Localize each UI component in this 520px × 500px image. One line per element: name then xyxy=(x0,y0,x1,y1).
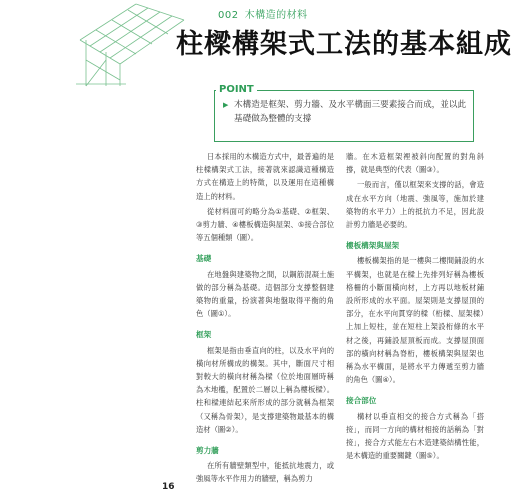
chapter-number: 002 xyxy=(218,10,239,21)
chapter-heading xyxy=(218,6,308,21)
left-column xyxy=(196,150,334,488)
heading-shear-wall: 剪力牆 xyxy=(196,446,219,456)
foundation-paragraph: 在地盤與建築物之間，以鋼筋混凝土施做的部分稱為基礎。這個部分支撐整個建築物的重量，扮演著與地盤取得平衡的角色（圖①）。 xyxy=(196,269,334,319)
heading-foundation: 基礎 xyxy=(196,254,212,264)
floor-roof-paragraph: 樓板構架指的是一樓與二樓間鋪設的水平構架，也就是在樑上先排列好稱為樓板格柵的小斷面橫向材，上方再以地板材鋪設所形成的水平面。屋架則是支撐屋頂的部分，在水平向貫穿的樑（桁樑、屋架樑）上加上短柱，並在短柱上架設桁條的水平材之後，再鋪設屋頂板而成。支撐屋頂面部的橫向材稱為脊桁，樓板構架與屋架也稱為水平構面，是將水平力傳遞至剪力牆的角色（圖④）。 xyxy=(346,256,484,385)
intro-paragraph-2: 從材料面可約略分為①基礎、②框架、③剪力牆、④樓板構造與屋架、⑤接合部位等五個種類（圖）。 xyxy=(196,206,334,243)
point-label: POINT xyxy=(216,84,257,95)
heading-joint: 接合部位 xyxy=(346,396,377,406)
heading-frame: 框架 xyxy=(196,330,212,340)
right-column xyxy=(346,150,484,464)
intro-paragraph-1: 日本採用的木構造方式中，最普遍的是柱樑構架式工法，接著就來認識這種構造方式在構造上的特徵，以及運用在這種構造上的材料。 xyxy=(196,152,334,201)
heading-floor-roof: 樓板構架與屋架 xyxy=(346,241,400,251)
page-number: 16 xyxy=(162,482,175,492)
frame-paragraph: 框架是指由垂直向的柱，以及水平向的橫向材所構成的構架。其中，斷面尺寸相對較大的橫向材稱為樑（位於地面層時稱為木地檻，配置於二層以上稱為樓板樑）。柱和樑連結起來所形成的部分就稱為框架（又稱為骨架），是支撐建築物最基本的構造材（圖②）。 xyxy=(196,345,334,434)
page xyxy=(76,0,512,500)
joint-paragraph: 構材以垂直相交的接合方式稱為「搭接」，而同一方向的構材相接的話稱為「對接」，接合方式能左右木造建築結構性能，是木構造的重要關鍵（圖⑤）。 xyxy=(346,411,484,461)
triangle-bullet-icon: ▶ xyxy=(223,101,229,109)
shear-wall-continued: 牆。在木造框架裡被斜向配置的對角斜撐，就是典型的代表（圖③）。 xyxy=(346,152,484,175)
point-text: 木構造是框架、剪力牆、及水平構面三要素接合而成，並以此基礎做為整體的支撐 xyxy=(234,100,467,124)
chapter-label: 木構造的材料 xyxy=(244,10,308,21)
page-title: 柱樑構架式工法的基本組成 xyxy=(176,29,512,60)
shear-wall-paragraph: 在所有牆壁類型中，能抵抗地震力，或強風等水平作用力的牆壁，稱為剪力 xyxy=(196,461,334,484)
shear-wall-paragraph-2: 一般而言，僅以框架來支撐的話，會造成在水平方向（地震、強風等，施加於建築物的水平力）上的抵抗力不足，因此設計剪力牆是必要的。 xyxy=(346,180,484,230)
